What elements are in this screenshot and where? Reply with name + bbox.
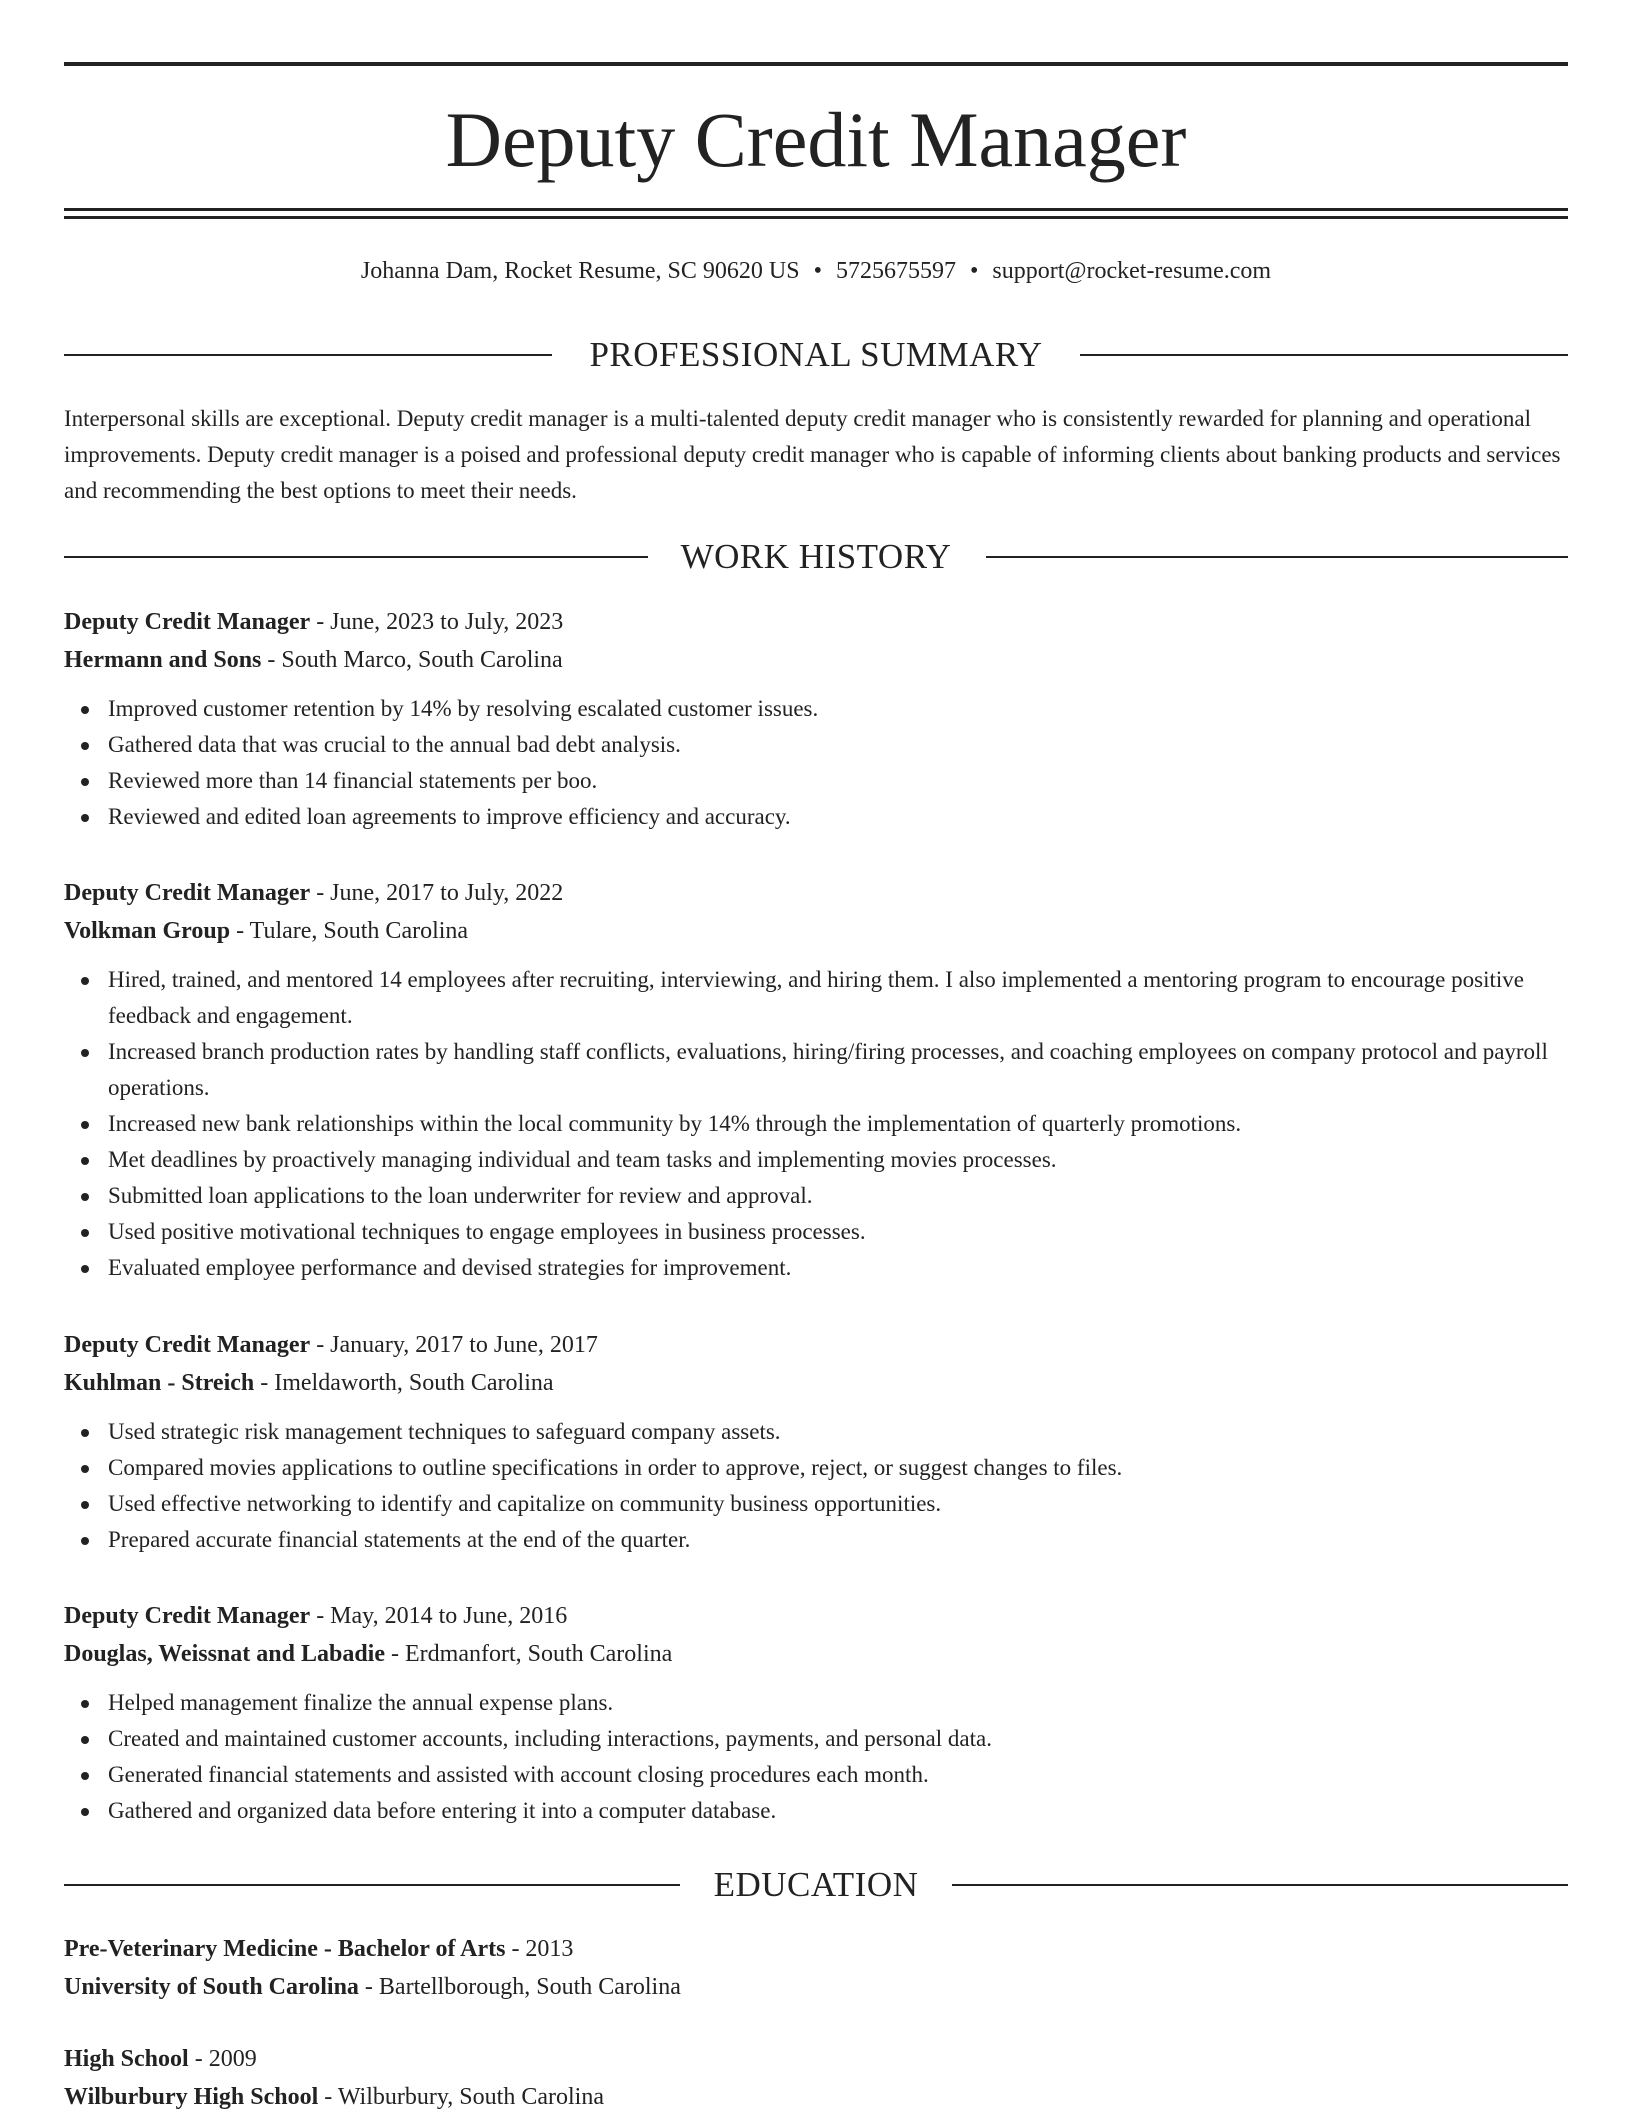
contact-email: support@rocket-resume.com — [992, 258, 1272, 284]
summary-text: Interpersonal skills are exceptional. Deputy credit manager is a multi-talented deputy credit manager who is consistently rewarded for planning and operational improvements. Deputy credit manager is a poised and professional deputy credit manager who is capable of informing clients about banking products and services and recommending the best options to meet their needs. — [64, 406, 1561, 503]
job-title-line — [64, 1597, 1568, 1635]
job-dates: - June, 2023 to July, 2023 — [310, 609, 564, 635]
job-entry — [64, 1597, 1568, 1829]
job-bullet-list — [64, 691, 1568, 835]
job-location: - Erdmanfort, South Carolina — [385, 1641, 673, 1667]
education-school: University of South Carolina — [64, 1974, 359, 2000]
education-year: - 2009 — [188, 2046, 257, 2072]
job-bullet: Increased branch production rates by handling staff conflicts, evaluations, hiring/firing processes, and coaching employees on company protocol and payroll operations. — [64, 1034, 1568, 1106]
contact-phone: 5725675597 — [835, 258, 956, 284]
job-bullet-list — [64, 1414, 1568, 1558]
job-bullet: Reviewed more than 14 financial statements per boo. — [64, 763, 1568, 799]
job-dates: - June, 2017 to July, 2022 — [310, 880, 564, 906]
page-title: Deputy Credit Manager — [445, 96, 1187, 183]
job-entry — [64, 603, 1568, 835]
job-title-line — [64, 1326, 1568, 1364]
job-bullet: Compared movies applications to outline specifications in order to approve, reject, or suggest changes to files. — [64, 1450, 1568, 1486]
job-location: - South Marco, South Carolina — [261, 647, 563, 673]
job-dates: - January, 2017 to June, 2017 — [310, 1332, 598, 1358]
job-bullet: Used effective networking to identify and capitalize on community business opportunities. — [64, 1486, 1568, 1522]
job-company-line — [64, 641, 1568, 679]
title-rule-lower — [64, 216, 1568, 219]
education-school-line — [64, 2078, 1568, 2116]
job-title: Deputy Credit Manager — [64, 880, 311, 906]
job-bullet: Evaluated employee performance and devised strategies for improvement. — [64, 1250, 1568, 1286]
job-location: - Tulare, South Carolina — [230, 918, 469, 944]
job-bullet-list — [64, 962, 1568, 1286]
job-company: Kuhlman - Streich — [64, 1370, 255, 1396]
education-entry — [64, 2040, 1568, 2116]
job-company-line — [64, 1364, 1568, 1402]
contact-line — [64, 256, 1568, 286]
contact-separator: • — [813, 258, 822, 284]
summary-heading — [64, 335, 1568, 375]
job-bullet: Reviewed and edited loan agreements to improve efficiency and accuracy. — [64, 799, 1568, 835]
education-degree-line — [64, 1930, 1568, 1968]
contact-address: Johanna Dam, Rocket Resume, SC 90620 US — [360, 258, 800, 284]
job-title: Deputy Credit Manager — [64, 1332, 311, 1358]
job-bullet: Used positive motivational techniques to engage employees in business processes. — [64, 1214, 1568, 1250]
title-rule-upper — [64, 208, 1568, 211]
job-company: Douglas, Weissnat and Labadie — [64, 1641, 385, 1667]
work-history-heading-label: WORK HISTORY — [651, 537, 982, 576]
job-bullet: Hired, trained, and mentored 14 employees after recruiting, interviewing, and hiring them. I also implemented a mentoring program to encourage positive feedback and engagement. — [64, 962, 1568, 1034]
job-company: Hermann and Sons — [64, 647, 262, 673]
education-location: - Bartellborough, South Carolina — [358, 1974, 681, 2000]
education-heading-label: EDUCATION — [684, 1865, 949, 1904]
job-company: Volkman Group — [64, 918, 231, 944]
education-degree: Pre-Veterinary Medicine - Bachelor of Arts — [64, 1936, 506, 1962]
job-title-line — [64, 603, 1568, 641]
education-school: Wilburbury High School — [64, 2084, 319, 2110]
job-company-line — [64, 1635, 1568, 1673]
job-bullet: Prepared accurate financial statements at the end of the quarter. — [64, 1522, 1568, 1558]
contact-separator: • — [969, 258, 979, 284]
job-bullet: Submitted loan applications to the loan underwriter for review and approval. — [64, 1178, 1568, 1214]
job-bullet: Helped management finalize the annual expense plans. — [64, 1685, 1568, 1721]
job-location: - Imeldaworth, South Carolina — [254, 1370, 554, 1396]
education-entry — [64, 1930, 1568, 2006]
job-bullet-list — [64, 1685, 1568, 1829]
job-entry — [64, 874, 1568, 1286]
job-bullet: Gathered and organized data before entering it into a computer database. — [64, 1793, 1568, 1829]
job-bullet: Improved customer retention by 14% by resolving escalated customer issues. — [64, 691, 1568, 727]
education-year: - 2013 — [505, 1936, 574, 1962]
job-title-line — [64, 874, 1568, 912]
summary-heading-label: PROFESSIONAL SUMMARY — [559, 335, 1072, 374]
education-location: - Wilburbury, South Carolina — [318, 2084, 604, 2110]
job-bullet: Generated financial statements and assisted with account closing procedures each month. — [64, 1757, 1568, 1793]
education-degree-line — [64, 2040, 1568, 2078]
job-company-line — [64, 912, 1568, 950]
job-bullet: Increased new bank relationships within the local community by 14% through the implementation of quarterly promotions. — [64, 1106, 1568, 1142]
job-bullet: Met deadlines by proactively managing individual and team tasks and implementing movies processes. — [64, 1142, 1568, 1178]
job-bullet: Gathered data that was crucial to the annual bad debt analysis. — [64, 727, 1568, 763]
top-rule — [64, 62, 1568, 66]
job-entry — [64, 1326, 1568, 1558]
education-degree: High School — [64, 2046, 189, 2072]
work-history-heading — [64, 537, 1568, 577]
job-bullet: Created and maintained customer accounts, including interactions, payments, and personal data. — [64, 1721, 1568, 1757]
job-dates: - May, 2014 to June, 2016 — [310, 1603, 568, 1629]
job-title: Deputy Credit Manager — [64, 1603, 311, 1629]
education-school-line — [64, 1968, 1568, 2006]
job-title: Deputy Credit Manager — [64, 609, 311, 635]
education-heading — [64, 1865, 1568, 1905]
job-bullet: Used strategic risk management techniques to safeguard company assets. — [64, 1414, 1568, 1450]
